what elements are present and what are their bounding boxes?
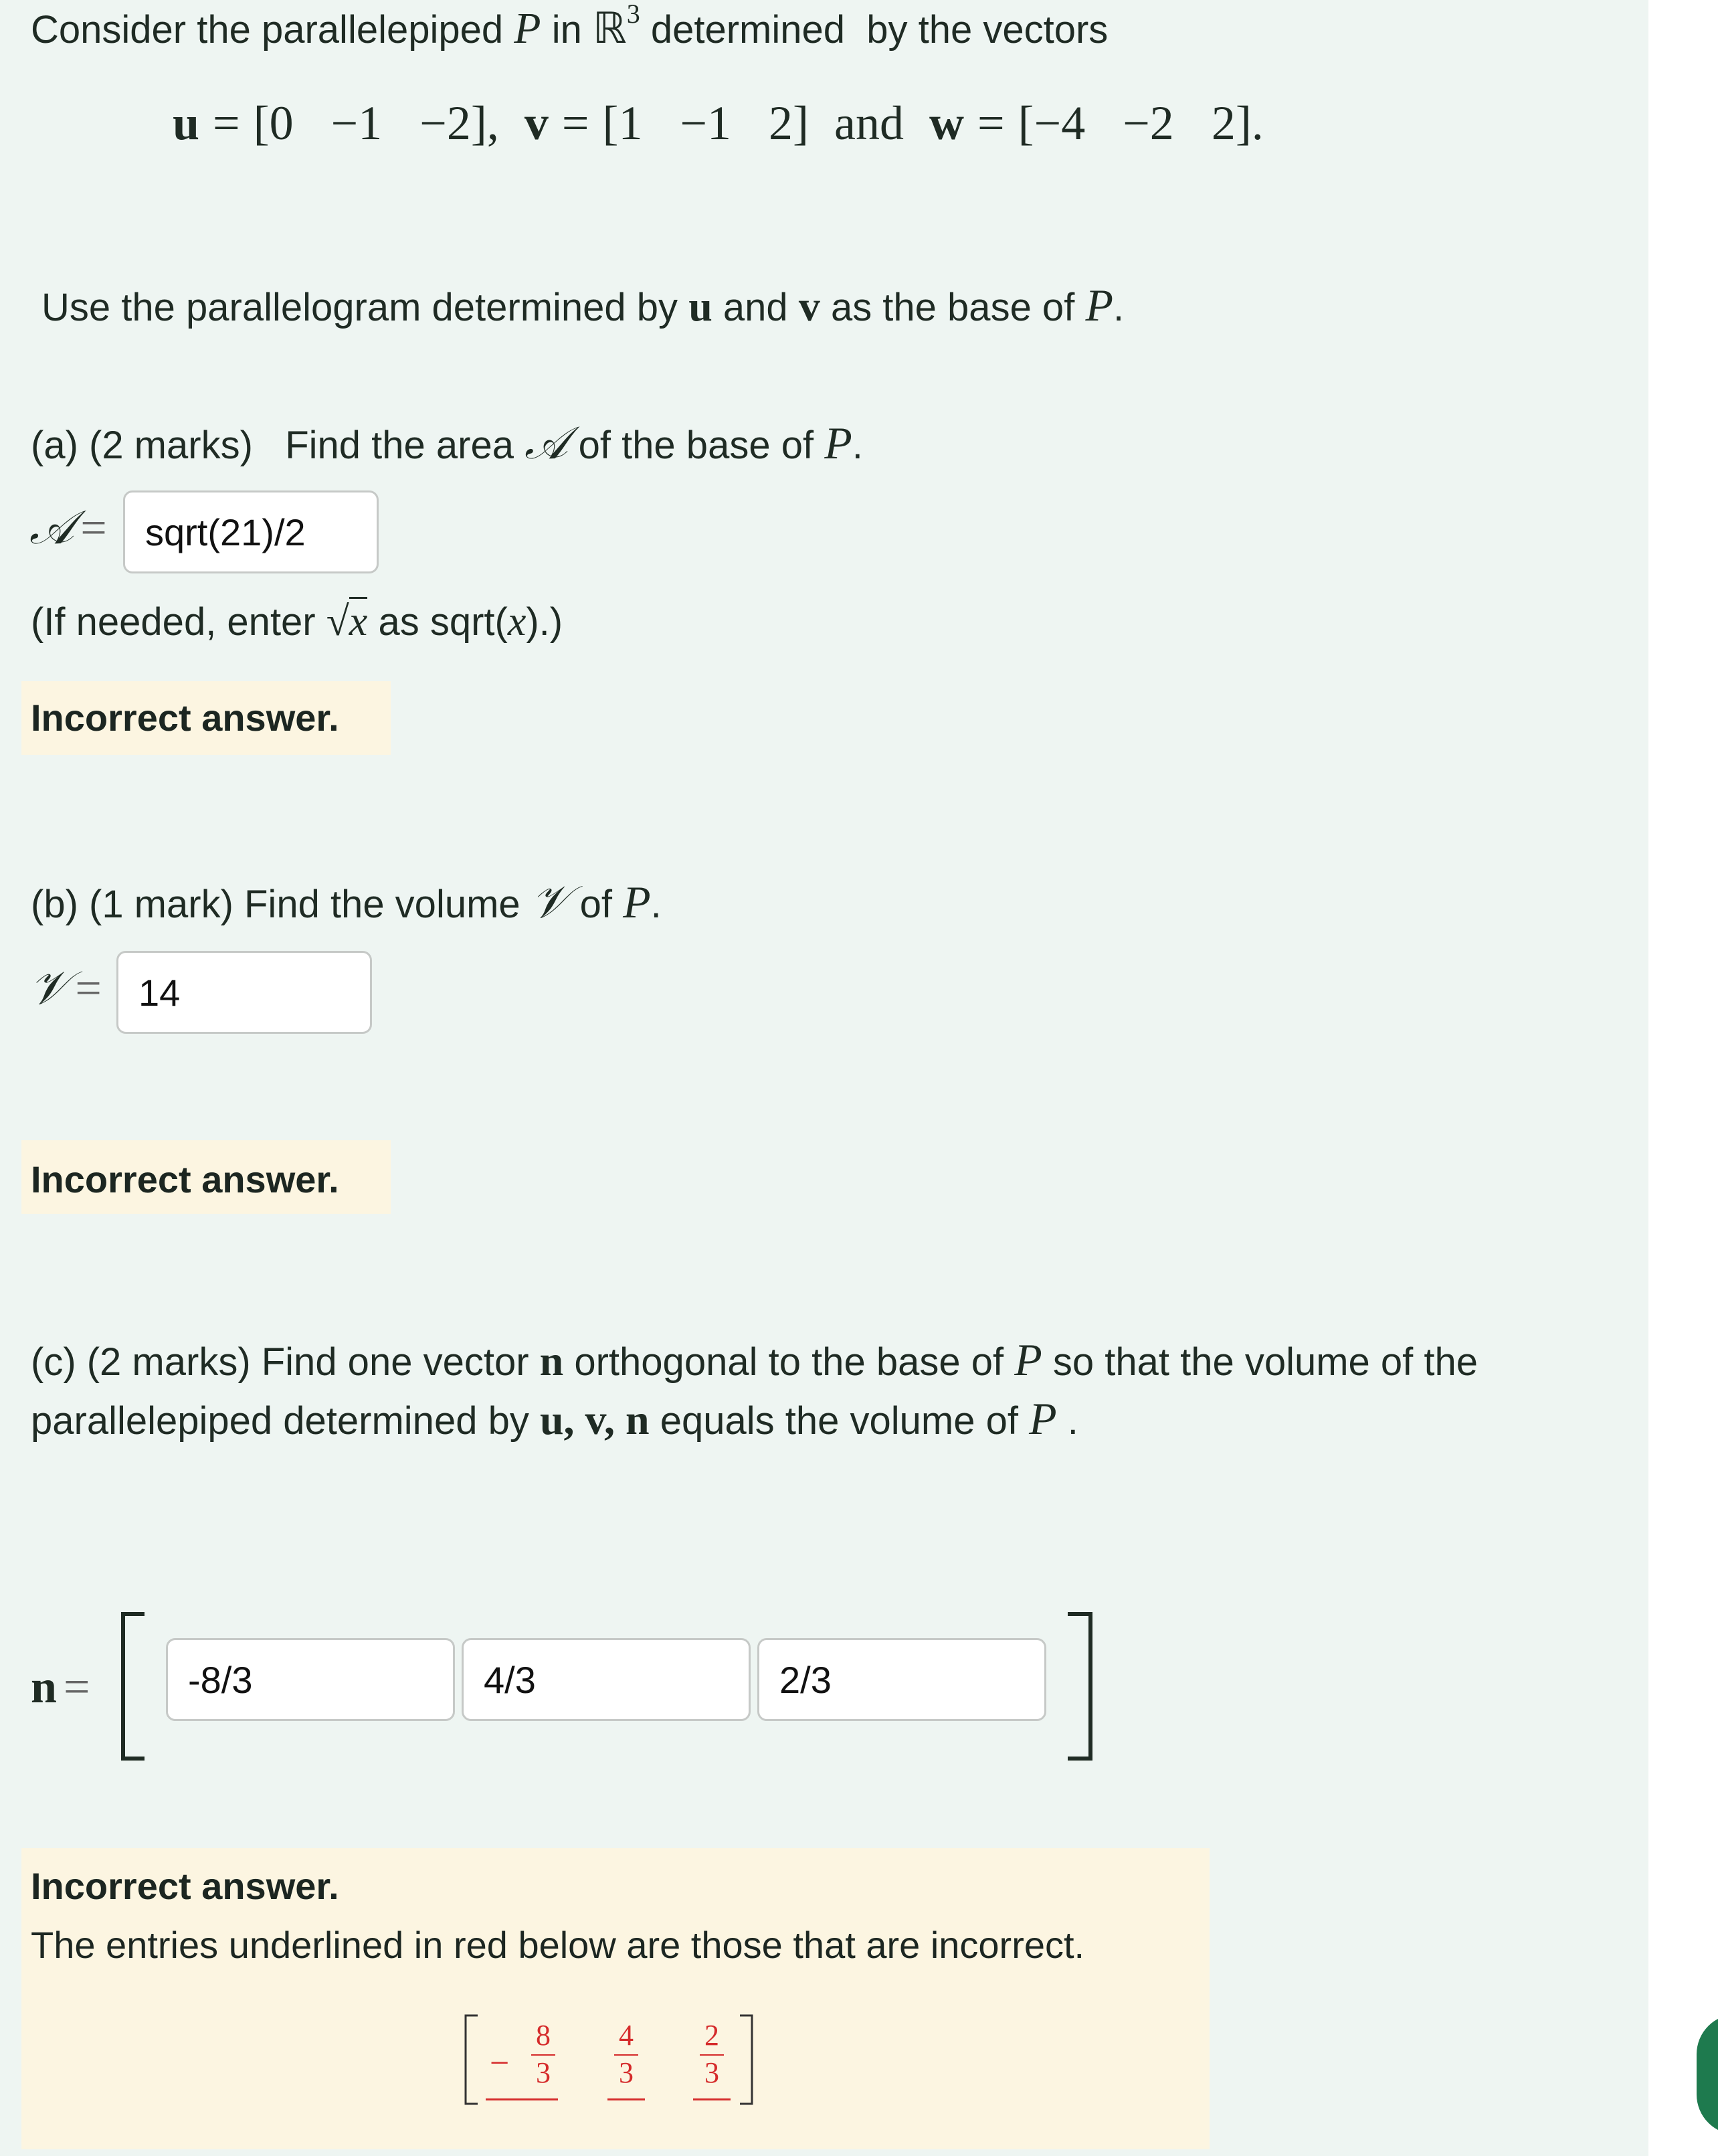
base-instruction-end: . xyxy=(1113,286,1125,329)
feedback-entry-3-fraction xyxy=(700,2021,724,2088)
normal-vector-entry-2-input[interactable] xyxy=(462,1638,751,1721)
part-c-feedback-title: Incorrect answer. xyxy=(31,1865,339,1907)
floating-action-button[interactable] xyxy=(1697,2014,1718,2135)
feedback-entry-2-numerator: 4 xyxy=(619,2019,634,2052)
base-instruction-lead: Use the parallelogram determined by xyxy=(41,286,678,329)
part-b-mid: of xyxy=(579,883,612,926)
part-a-mid: of the base of xyxy=(578,424,814,467)
part-c-lead: (c) (2 marks) Find one vector xyxy=(31,1340,529,1384)
volume-answer-value: 14 xyxy=(138,971,181,1014)
vector-w-open-bracket: [ xyxy=(1018,96,1034,150)
vector-w-period: . xyxy=(1251,96,1264,150)
feedback-entry-3-denominator: 3 xyxy=(704,2056,719,2089)
vector-u-equals: = xyxy=(213,96,240,150)
vector-u-open-bracket: [ xyxy=(253,96,270,150)
part-b-answer-label xyxy=(29,961,102,1016)
part-b-end: . xyxy=(650,883,662,926)
vector-u-comma: , xyxy=(486,96,499,150)
feedback-entry-1-underline xyxy=(486,2098,558,2100)
feedback-left-bracket xyxy=(462,2013,482,2106)
part-a-hint-mid: as sqrt( xyxy=(378,600,508,644)
part-c-P2: P xyxy=(1029,1393,1057,1444)
vector-v-entry-2: −1 xyxy=(680,96,732,150)
vector-v-label: v xyxy=(524,96,549,150)
part-c-feedback-text: The entries underlined in red below are those that are incorrect. xyxy=(31,1924,1085,1966)
left-matrix-bracket xyxy=(118,1611,151,1761)
part-a-hint-lead: (If needed, enter xyxy=(31,600,316,644)
vector-u-entry-3: −2 xyxy=(419,96,471,150)
vectors-and-text: and xyxy=(834,96,904,150)
intro-tail-text: determined by the vectors xyxy=(650,8,1109,52)
vector-w-entry-3: 2 xyxy=(1211,96,1236,150)
part-c-answer-label xyxy=(31,1659,90,1714)
feedback-entry-3-underline xyxy=(693,2098,731,2100)
part-b-P: P xyxy=(623,877,651,927)
vector-u-close-bracket: ] xyxy=(470,96,487,150)
vector-v-close-bracket: ] xyxy=(793,96,809,150)
vector-w-entry-1: −4 xyxy=(1034,96,1086,150)
part-a-P: P xyxy=(824,418,852,468)
part-c-mid: orthogonal to the base of xyxy=(574,1340,1004,1384)
base-instruction-mid: as the base of xyxy=(830,286,1075,329)
part-c-line2-lead: parallelepiped determined by xyxy=(31,1399,529,1443)
normal-vector-entry-3-value: 2/3 xyxy=(779,1658,832,1701)
feedback-entry-1-denominator: 3 xyxy=(536,2056,551,2089)
volume-answer-input[interactable] xyxy=(116,951,372,1034)
base-instruction-and: and xyxy=(723,286,788,329)
feedback-entry-2-fraction xyxy=(614,2021,638,2088)
area-answer-value: sqrt(21)/2 xyxy=(145,511,306,553)
intro-lead-text: Consider the parallelepiped xyxy=(31,8,504,52)
vector-w-label: w xyxy=(929,96,964,150)
part-b-volume-symbol: 𝒱 xyxy=(531,877,569,927)
feedback-right-bracket xyxy=(736,2013,756,2106)
part-a-hint-x2: x xyxy=(507,599,527,644)
vector-u-label: u xyxy=(173,96,200,150)
vector-w-entry-2: −2 xyxy=(1123,96,1174,150)
vector-v-open-bracket: [ xyxy=(602,96,619,150)
part-a-answer-label xyxy=(29,501,107,555)
intro-P-symbol: P xyxy=(514,4,541,53)
normal-vector-entry-2-value: 4/3 xyxy=(484,1658,536,1701)
area-answer-input[interactable] xyxy=(123,490,379,573)
part-c-line2-mid: equals the volume of xyxy=(660,1399,1018,1443)
intro-line xyxy=(31,0,1109,53)
part-a-end: . xyxy=(852,424,863,467)
feedback-entry-1-numerator: 8 xyxy=(536,2019,551,2052)
vector-v-equals: = xyxy=(561,96,589,150)
intro-R-symbol: ℝ xyxy=(593,5,627,52)
part-c-P: P xyxy=(1014,1334,1042,1385)
part-a-hint-x: x xyxy=(349,597,368,644)
vector-w-equals: = xyxy=(977,96,1005,150)
base-instruction-P: P xyxy=(1085,280,1113,331)
part-c-line2-end: . xyxy=(1067,1399,1078,1443)
vector-u-entry-2: −1 xyxy=(330,96,383,150)
vector-w-close-bracket: ] xyxy=(1235,96,1252,150)
sqrt-symbol: √ xyxy=(326,599,349,644)
part-c-equals: = xyxy=(63,1661,90,1713)
intro-in-text: in xyxy=(551,8,582,52)
part-c-n: n xyxy=(539,1337,564,1384)
part-c-label-symbol: n xyxy=(31,1661,57,1713)
part-b-question xyxy=(31,879,662,925)
vectors-line xyxy=(173,96,1264,150)
vector-v-entry-3: 2 xyxy=(769,96,793,150)
feedback-entry-2-denominator: 3 xyxy=(619,2056,634,2089)
part-c-question-line-1 xyxy=(31,1334,1478,1385)
part-a-prefix: (a) (2 marks) Find the area xyxy=(31,424,514,467)
part-a-equals: = xyxy=(80,503,107,554)
part-a-hint-end: ).) xyxy=(526,600,563,644)
feedback-entry-1-sign: − xyxy=(490,2044,510,2082)
part-c-vectors: u, v, n xyxy=(539,1396,650,1443)
feedback-entry-1-fraction xyxy=(531,2021,555,2088)
vector-v-entry-1: 1 xyxy=(618,96,643,150)
normal-vector-entry-1-input[interactable] xyxy=(166,1638,455,1721)
part-b-label-symbol: 𝒱 xyxy=(29,963,69,1014)
part-b-prefix: (b) (1 mark) Find the volume xyxy=(31,883,520,926)
part-a-label-symbol: 𝒜 xyxy=(29,503,74,554)
part-b-equals: = xyxy=(75,963,102,1014)
feedback-entry-2-underline xyxy=(607,2098,645,2100)
feedback-entry-3-numerator: 2 xyxy=(704,2019,719,2052)
intro-R-exponent: 3 xyxy=(626,0,640,29)
base-instruction xyxy=(41,280,1125,331)
part-a-hint xyxy=(31,601,563,642)
vector-u-entry-1: 0 xyxy=(269,96,294,150)
part-b-feedback-text: Incorrect answer. xyxy=(31,1158,339,1200)
part-a-area-symbol: 𝒜 xyxy=(524,418,568,468)
normal-vector-entry-1-value: -8/3 xyxy=(188,1658,253,1701)
right-matrix-bracket xyxy=(1064,1611,1097,1761)
base-instruction-v: v xyxy=(798,282,820,330)
base-instruction-u: u xyxy=(688,282,712,330)
normal-vector-entry-3-input[interactable] xyxy=(757,1638,1046,1721)
part-a-feedback-text: Incorrect answer. xyxy=(31,697,339,739)
part-a-question xyxy=(31,420,863,466)
part-c-question-line-2 xyxy=(31,1393,1078,1444)
part-c-tail: so that the volume of the xyxy=(1052,1340,1478,1384)
